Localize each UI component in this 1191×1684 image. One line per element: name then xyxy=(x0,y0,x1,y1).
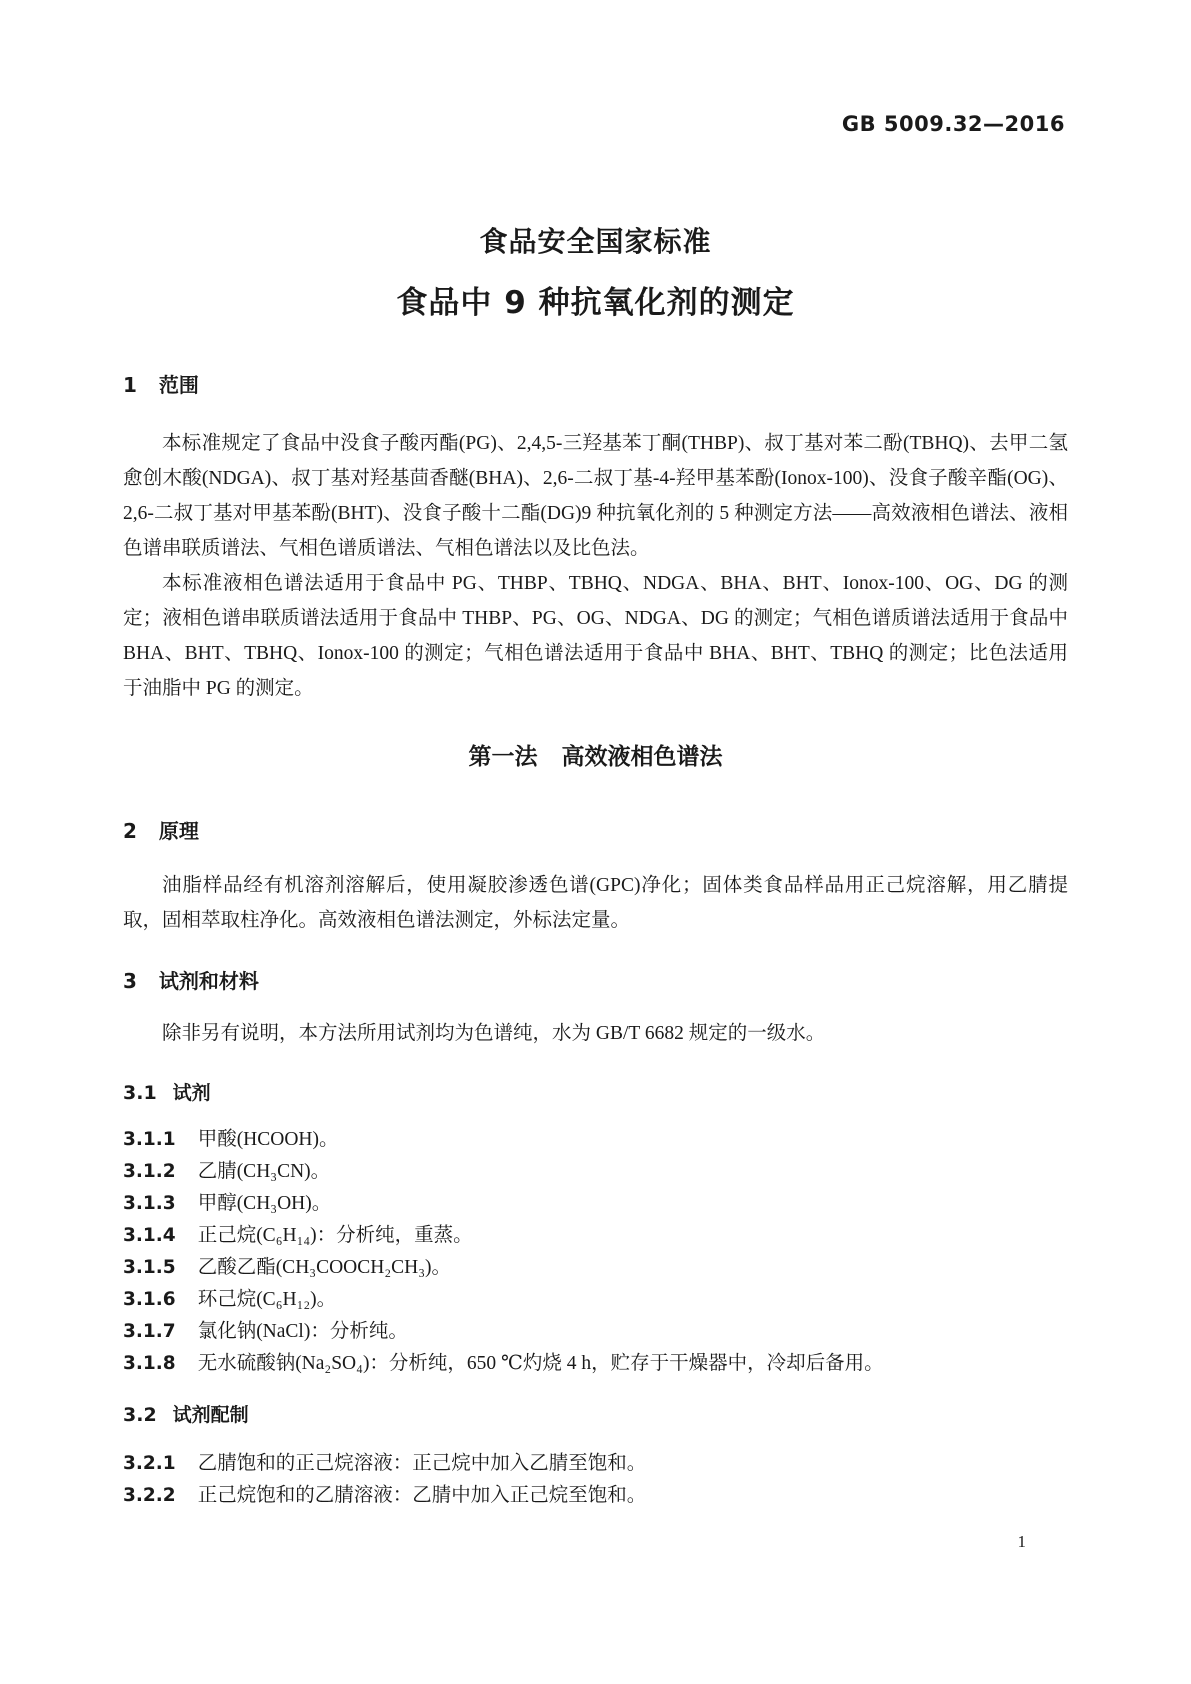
clause-item xyxy=(123,1193,1068,1215)
clause-item xyxy=(123,1353,1068,1375)
clause-number: 3.1.4 xyxy=(123,1225,176,1246)
section-label: 范围 xyxy=(158,373,199,397)
clause-number: 3.1.5 xyxy=(123,1257,176,1278)
clause-number: 3.1.3 xyxy=(123,1193,176,1214)
section-number: 3 xyxy=(123,969,137,993)
clause-number: 3.1.1 xyxy=(123,1129,176,1150)
section-heading-scope xyxy=(123,372,1068,398)
subsection-label: 试剂 xyxy=(172,1082,211,1104)
clause-item xyxy=(123,1225,1068,1247)
subsection-heading-reagent-prep xyxy=(123,1403,1068,1427)
clause-number: 3.2.2 xyxy=(123,1485,176,1506)
clause-item xyxy=(123,1257,1068,1279)
clause-text: 乙酸乙酯(CH₃COOCH₂CH₃)。 xyxy=(197,1257,452,1278)
subsection-number: 3.1 xyxy=(123,1082,157,1104)
clause-number: 3.1.6 xyxy=(123,1289,176,1310)
section-number: 2 xyxy=(123,819,137,843)
method-label: 高效液相色谱法 xyxy=(561,744,723,770)
clause-text: 甲酸(HCOOH)。 xyxy=(197,1129,339,1150)
subsection-label: 试剂配制 xyxy=(172,1404,249,1426)
clause-item xyxy=(123,1129,1068,1151)
clause-item xyxy=(123,1485,1068,1507)
scope-paragraph-1: 本标准规定了食品中没食子酸丙酯(PG)、2,4,5-三羟基苯丁酮(THBP)、叔丁基对苯二酚(TBHQ)、去甲二氢愈创木酸(NDGA)、叔丁基对羟基茴香醚(BHA)、2,6-二叔丁基-4-羟甲基苯酚(Ionox-100)、没食子酸辛酯(OG)、2,6-二叔丁基对甲基苯酚(BHT)、没食子酸十二酯(DG)9 种抗氧化剂的 5 种测定方法——高效液相色谱法、液相色谱串联质谱法、气相色谱质谱法、气相色谱法以及比色法。 xyxy=(123,433,1068,559)
doc-title-line2: 食品中 9 种抗氧化剂的测定 xyxy=(396,285,795,321)
clause-number: 3.1.8 xyxy=(123,1353,176,1374)
reagent-prep-list xyxy=(123,1453,1068,1507)
standard-code: GB 5009.32—2016 xyxy=(841,112,1065,136)
subsection-number: 3.2 xyxy=(123,1404,157,1426)
method-heading xyxy=(123,742,1068,772)
section-number: 1 xyxy=(123,373,137,397)
clause-text: 乙腈(CH₃CN)。 xyxy=(197,1161,331,1182)
clause-number: 3.1.7 xyxy=(123,1321,176,1342)
clause-text: 乙腈饱和的正己烷溶液：正己烷中加入乙腈至饱和。 xyxy=(197,1453,647,1474)
section-label: 试剂和材料 xyxy=(158,969,259,993)
clause-text: 正己烷(C₆H₁₄)：分析纯，重蒸。 xyxy=(197,1225,473,1246)
clause-item xyxy=(123,1321,1068,1343)
clause-item xyxy=(123,1161,1068,1183)
clause-text: 环己烷(C₆H₁₂)。 xyxy=(197,1289,337,1310)
section-label: 原理 xyxy=(158,819,199,843)
principle-paragraph: 油脂样品经有机溶剂溶解后，使用凝胶渗透色谱(GPC)净化；固体类食品样品用正己烷溶解，用乙腈提取，固相萃取柱净化。高效液相色谱法测定，外标法定量。 xyxy=(123,875,1068,931)
clause-item xyxy=(123,1289,1068,1311)
method-number: 第一法 xyxy=(468,744,538,770)
reagents-intro-paragraph: 除非另有说明，本方法所用试剂均为色谱纯，水为 GB/T 6682 规定的一级水。 xyxy=(162,1023,826,1044)
clause-number: 3.1.2 xyxy=(123,1161,176,1182)
page-number: 1 xyxy=(1017,1532,1026,1551)
clause-text: 正己烷饱和的乙腈溶液：乙腈中加入正己烷至饱和。 xyxy=(197,1485,647,1506)
clause-number: 3.2.1 xyxy=(123,1453,176,1474)
clause-text: 无水硫酸钠(Na₂SO₄)：分析纯，650 ℃灼烧 4 h，贮存于干燥器中，冷却后备用。 xyxy=(197,1353,884,1374)
section-heading-principle xyxy=(123,818,1068,844)
scope-paragraph-2: 本标准液相色谱法适用于食品中 PG、THBP、TBHQ、NDGA、BHA、BHT、Ionox-100、OG、DG 的测定；液相色谱串联质谱法适用于食品中 THBP、PG、OG、NDGA、DG 的测定；气相色谱质谱法适用于食品中 BHA、BHT、TBHQ、Ionox-100 的测定；气相色谱法适用于食品中 BHA、BHT、TBHQ 的测定；比色法适用于油脂中 PG 的测定。 xyxy=(123,573,1068,699)
page-content xyxy=(123,0,1068,1517)
clause-item xyxy=(123,1453,1068,1475)
clause-text: 甲醇(CH₃OH)。 xyxy=(197,1193,332,1214)
subsection-heading-reagent-list xyxy=(123,1081,1068,1105)
reagent-list xyxy=(123,1129,1068,1375)
section-heading-reagents xyxy=(123,968,1068,994)
clause-text: 氯化钠(NaCl)：分析纯。 xyxy=(197,1321,408,1342)
doc-title-line1: 食品安全国家标准 xyxy=(479,225,712,258)
